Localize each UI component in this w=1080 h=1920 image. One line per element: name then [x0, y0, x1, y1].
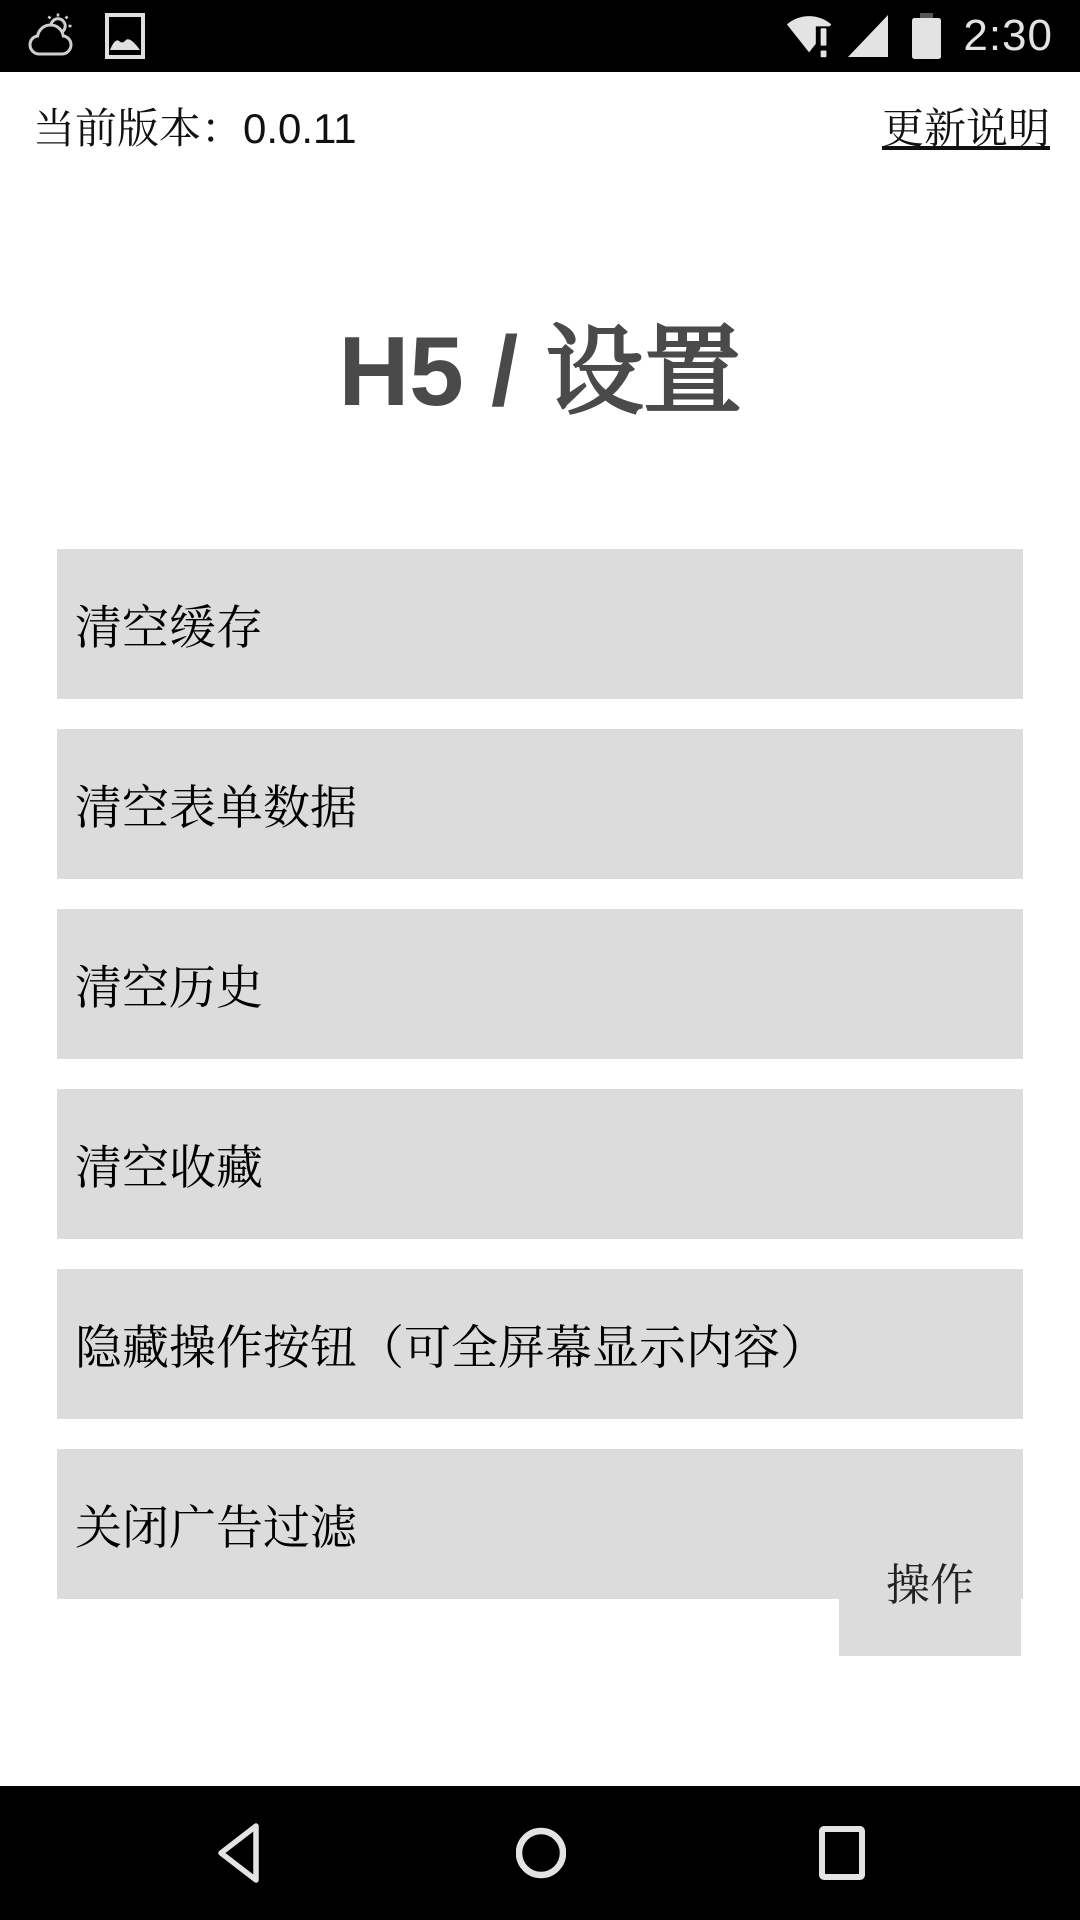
current-version-label: 当前版本：0.0.11: [33, 105, 357, 152]
status-time: 2:30: [963, 11, 1053, 60]
clear-favorites-button[interactable]: 清空收藏: [57, 1089, 1023, 1239]
clear-cache-button[interactable]: 清空缓存: [57, 549, 1023, 699]
weather-icon: [27, 13, 73, 59]
back-icon: [215, 1823, 263, 1883]
clear-history-button[interactable]: 清空历史: [57, 909, 1023, 1059]
home-icon: [516, 1823, 566, 1883]
clear-form-data-button[interactable]: 清空表单数据: [57, 729, 1023, 879]
update-notes-link[interactable]: 更新说明: [881, 105, 1050, 152]
hide-action-buttons-button[interactable]: 隐藏操作按钮（可全屏幕显示内容）: [57, 1269, 1023, 1419]
settings-button-list: [57, 549, 1023, 1629]
action-button[interactable]: 操作: [839, 1506, 1021, 1656]
status-bar: [0, 0, 1080, 72]
page-title: H5 / 设置: [338, 316, 742, 426]
back-button[interactable]: [215, 1823, 263, 1883]
disable-ad-filter-button[interactable]: 关闭广告过滤: [57, 1449, 1023, 1599]
screenshot-icon: [105, 13, 145, 59]
recents-button[interactable]: [819, 1826, 865, 1880]
signal-icon: [848, 15, 888, 57]
battery-icon: [912, 13, 941, 59]
wifi-alert-icon: [784, 7, 838, 65]
navigation-bar: [0, 1786, 1080, 1920]
version-row: [33, 96, 1050, 156]
recents-icon: [819, 1826, 865, 1880]
status-bar-right: [784, 7, 1053, 65]
status-bar-left: [27, 13, 145, 59]
home-button[interactable]: [516, 1823, 566, 1883]
